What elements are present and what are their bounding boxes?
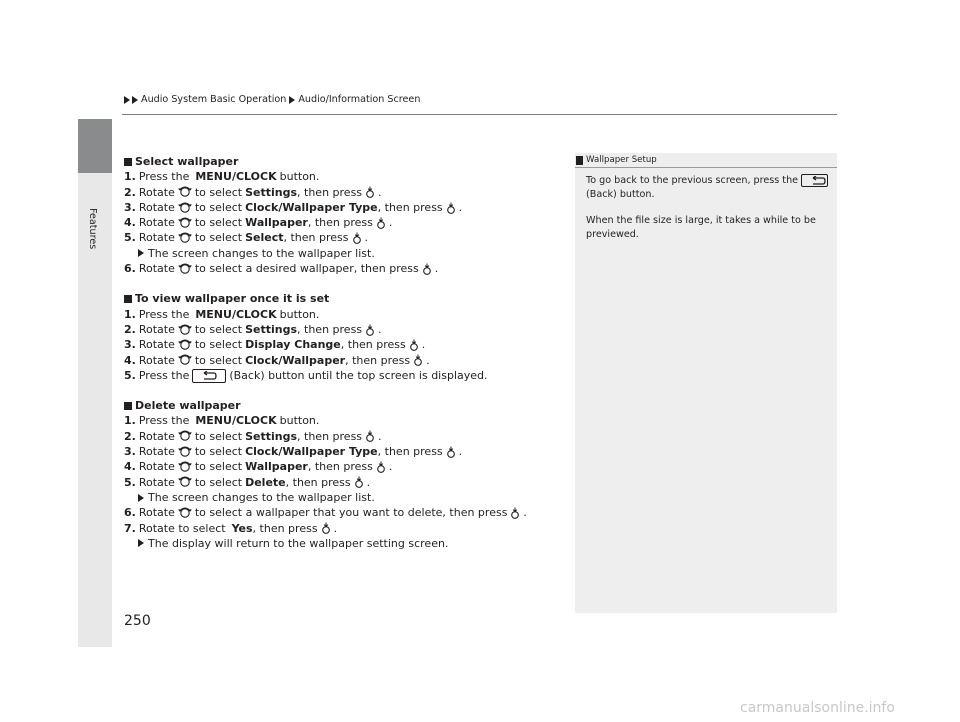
step-text: button. — [279, 307, 320, 321]
step-number: 5. — [124, 231, 136, 245]
section-heading: Select wallpaper — [124, 154, 564, 169]
selector-knob-icon — [178, 216, 192, 230]
chapter-tab — [78, 119, 112, 173]
note-line — [586, 174, 831, 188]
note-bookmark-icon — [576, 156, 583, 165]
breadcrumb-arrow-icon — [132, 96, 138, 104]
step-number: 7. — [124, 521, 136, 535]
step-item — [124, 307, 564, 322]
section-heading: Delete wallpaper — [124, 398, 564, 413]
step-text: . — [388, 216, 393, 230]
step-text: Rotate — [138, 322, 175, 336]
menu-item-label: MENU/CLOCK — [195, 170, 277, 184]
step-text: (Back) button until the top screen is displayed. — [229, 368, 488, 382]
breadcrumb-item[interactable]: Audio/Information Screen — [298, 94, 421, 105]
step-text: , then press — [297, 429, 363, 443]
menu-item-label: Clock/Wallpaper — [245, 353, 346, 367]
step-item — [124, 261, 564, 276]
step-text: Rotate — [138, 231, 175, 245]
step-text: Rotate — [138, 460, 175, 474]
step-number: 4. — [124, 460, 136, 474]
breadcrumb-arrow-icon — [124, 96, 130, 104]
step-number: 3. — [124, 445, 136, 459]
step-item — [124, 459, 564, 474]
step-text: . — [458, 445, 463, 459]
step-text: . — [378, 429, 382, 443]
step-text: to select — [194, 231, 243, 245]
step-item — [124, 215, 564, 230]
menu-item-label: Delete — [245, 475, 286, 489]
step-number: 6. — [124, 506, 136, 520]
step-text: Rotate to select — [138, 521, 226, 535]
step-text: to select a desired wallpaper, then press — [194, 262, 419, 276]
step-text: to select — [194, 353, 243, 367]
step-result: The screen changes to the wallpaper list. — [124, 490, 564, 505]
step-text: , then press — [297, 322, 363, 336]
section-bullet-icon — [124, 158, 132, 166]
header-divider — [122, 114, 837, 115]
menu-item-label: Wallpaper — [245, 216, 308, 230]
press-knob-icon — [353, 476, 365, 488]
press-knob-icon — [351, 232, 363, 244]
step-text: button. — [279, 170, 320, 184]
breadcrumb — [124, 94, 423, 105]
step-text: . — [421, 338, 426, 352]
selector-knob-icon — [178, 262, 192, 276]
back-button-icon — [192, 369, 226, 383]
step-number: 5. — [124, 368, 136, 382]
selector-knob-icon — [178, 323, 192, 337]
step-text: , then press — [307, 216, 373, 230]
step-text: to select — [194, 475, 243, 489]
step-text: to select — [194, 338, 243, 352]
note-panel — [575, 153, 837, 613]
step-text: to select — [194, 185, 243, 199]
step-item — [124, 200, 564, 215]
step-item — [124, 185, 564, 200]
result-arrow-icon — [138, 249, 144, 257]
step-text: , then press — [285, 475, 351, 489]
press-knob-icon — [421, 263, 433, 275]
step-number: 3. — [124, 338, 136, 352]
step-text: Rotate — [138, 216, 175, 230]
step-text: , then press — [377, 445, 443, 459]
step-text: to select — [194, 322, 243, 336]
back-arrow-icon — [810, 176, 826, 186]
breadcrumb-item[interactable]: Audio System Basic Operation — [141, 94, 287, 105]
step-text: to select a wallpaper that you want to delete, then press — [194, 506, 508, 520]
step-number: 3. — [124, 200, 136, 214]
step-text: Press the — [138, 414, 190, 428]
result-arrow-icon — [138, 494, 144, 502]
press-knob-icon — [364, 186, 376, 198]
press-knob-icon — [509, 507, 521, 519]
step-text: to select — [194, 200, 243, 214]
step-text: . — [364, 231, 369, 245]
press-knob-icon — [445, 446, 457, 458]
step-text: Rotate — [138, 262, 175, 276]
note-divider — [575, 167, 837, 168]
step-number: 4. — [124, 216, 136, 230]
note-title: Wallpaper Setup — [586, 155, 657, 165]
step-text: . — [388, 460, 393, 474]
note-line: When the file size is large, it takes a while to be — [586, 215, 816, 227]
step-text: . — [434, 262, 439, 276]
press-knob-icon — [375, 217, 387, 229]
menu-item-label: Settings — [245, 429, 298, 443]
step-result: The display will return to the wallpaper setting screen. — [124, 536, 564, 551]
menu-item-label: Settings — [245, 185, 298, 199]
step-text: to select — [194, 445, 243, 459]
step-item — [124, 353, 564, 368]
step-item — [124, 337, 564, 352]
step-item — [124, 368, 564, 383]
step-number: 1. — [124, 414, 136, 428]
press-knob-icon — [364, 324, 376, 336]
step-text: Press the — [138, 368, 190, 382]
step-number: 6. — [124, 262, 136, 276]
press-knob-icon — [412, 354, 424, 366]
step-text: to select — [194, 460, 243, 474]
step-text: , then press — [307, 460, 373, 474]
step-item — [124, 505, 564, 520]
menu-item-label: Settings — [245, 322, 298, 336]
section-bullet-icon — [124, 295, 132, 303]
instructions-content — [124, 154, 564, 551]
step-text: Rotate — [138, 429, 175, 443]
step-item — [124, 444, 564, 459]
note-body — [586, 174, 831, 241]
back-arrow-icon — [201, 371, 217, 381]
step-text: Press the — [138, 307, 190, 321]
step-item — [124, 230, 564, 245]
step-text: , then press — [297, 185, 363, 199]
menu-item-label: Wallpaper — [245, 460, 308, 474]
step-number: 1. — [124, 307, 136, 321]
breadcrumb-arrow-icon — [289, 96, 295, 104]
menu-item-label: Clock/Wallpaper Type — [245, 200, 378, 214]
press-knob-icon — [445, 202, 457, 214]
press-knob-icon — [408, 339, 420, 351]
selector-knob-icon — [178, 353, 192, 367]
step-text: . — [458, 200, 463, 214]
section-bullet-icon — [124, 402, 132, 410]
step-text: Rotate — [138, 475, 175, 489]
step-text: . — [366, 475, 371, 489]
step-text: , then press — [283, 231, 349, 245]
step-text: Rotate — [138, 506, 175, 520]
menu-item-label: Display Change — [245, 338, 341, 352]
section-heading: To view wallpaper once it is set — [124, 291, 564, 306]
step-text: . — [378, 185, 382, 199]
step-text: , then press — [377, 200, 443, 214]
press-knob-icon — [364, 430, 376, 442]
step-number: 2. — [124, 429, 136, 443]
step-result: The screen changes to the wallpaper list. — [124, 246, 564, 261]
step-text: . — [333, 521, 338, 535]
selector-knob-icon — [178, 506, 192, 520]
menu-item-label: MENU/CLOCK — [195, 307, 277, 321]
chapter-label: Features — [87, 208, 98, 250]
menu-item-label: MENU/CLOCK — [195, 414, 277, 428]
step-text: Press the — [138, 170, 190, 184]
step-text: . — [426, 353, 430, 367]
step-text: . — [523, 506, 527, 520]
menu-item-label: Select — [245, 231, 284, 245]
selector-knob-icon — [178, 429, 192, 443]
note-title-bar — [575, 153, 837, 167]
step-number: 4. — [124, 353, 136, 367]
selector-knob-icon — [178, 445, 192, 459]
selector-knob-icon — [178, 231, 192, 245]
step-item — [124, 475, 564, 490]
note-line: (Back) button. — [586, 188, 655, 200]
step-text: Rotate — [138, 338, 175, 352]
step-text: Rotate — [138, 185, 175, 199]
step-item — [124, 429, 564, 444]
step-text: Rotate — [138, 200, 175, 214]
watermark: carmanualsonline.info — [740, 700, 895, 716]
step-number: 1. — [124, 170, 136, 184]
selector-knob-icon — [178, 185, 192, 199]
step-text: to select — [194, 216, 243, 230]
step-text: , then press — [252, 521, 318, 535]
note-line: previewed. — [586, 228, 639, 240]
step-item — [124, 521, 564, 536]
step-item — [124, 169, 564, 184]
press-knob-icon — [375, 461, 387, 473]
press-knob-icon — [320, 522, 332, 534]
step-text: button. — [279, 414, 320, 428]
selector-knob-icon — [178, 460, 192, 474]
step-number: 2. — [124, 322, 136, 336]
step-text: . — [378, 322, 382, 336]
menu-item-label: Clock/Wallpaper Type — [245, 445, 378, 459]
step-text: Rotate — [138, 353, 175, 367]
result-arrow-icon — [138, 539, 144, 547]
step-number: 5. — [124, 475, 136, 489]
step-number: 2. — [124, 185, 136, 199]
selector-knob-icon — [178, 201, 192, 215]
note-text: To go back to the previous screen, press the — [586, 175, 799, 186]
back-button-icon — [801, 174, 828, 187]
step-item — [124, 413, 564, 428]
selector-knob-icon — [178, 475, 192, 489]
step-text: to select — [194, 429, 243, 443]
page-number: 250 — [124, 613, 151, 629]
menu-item-label: Yes — [231, 521, 253, 535]
selector-knob-icon — [178, 338, 192, 352]
step-text: , then press — [340, 338, 406, 352]
step-text: , then press — [345, 353, 411, 367]
step-text: Rotate — [138, 445, 175, 459]
step-item — [124, 322, 564, 337]
